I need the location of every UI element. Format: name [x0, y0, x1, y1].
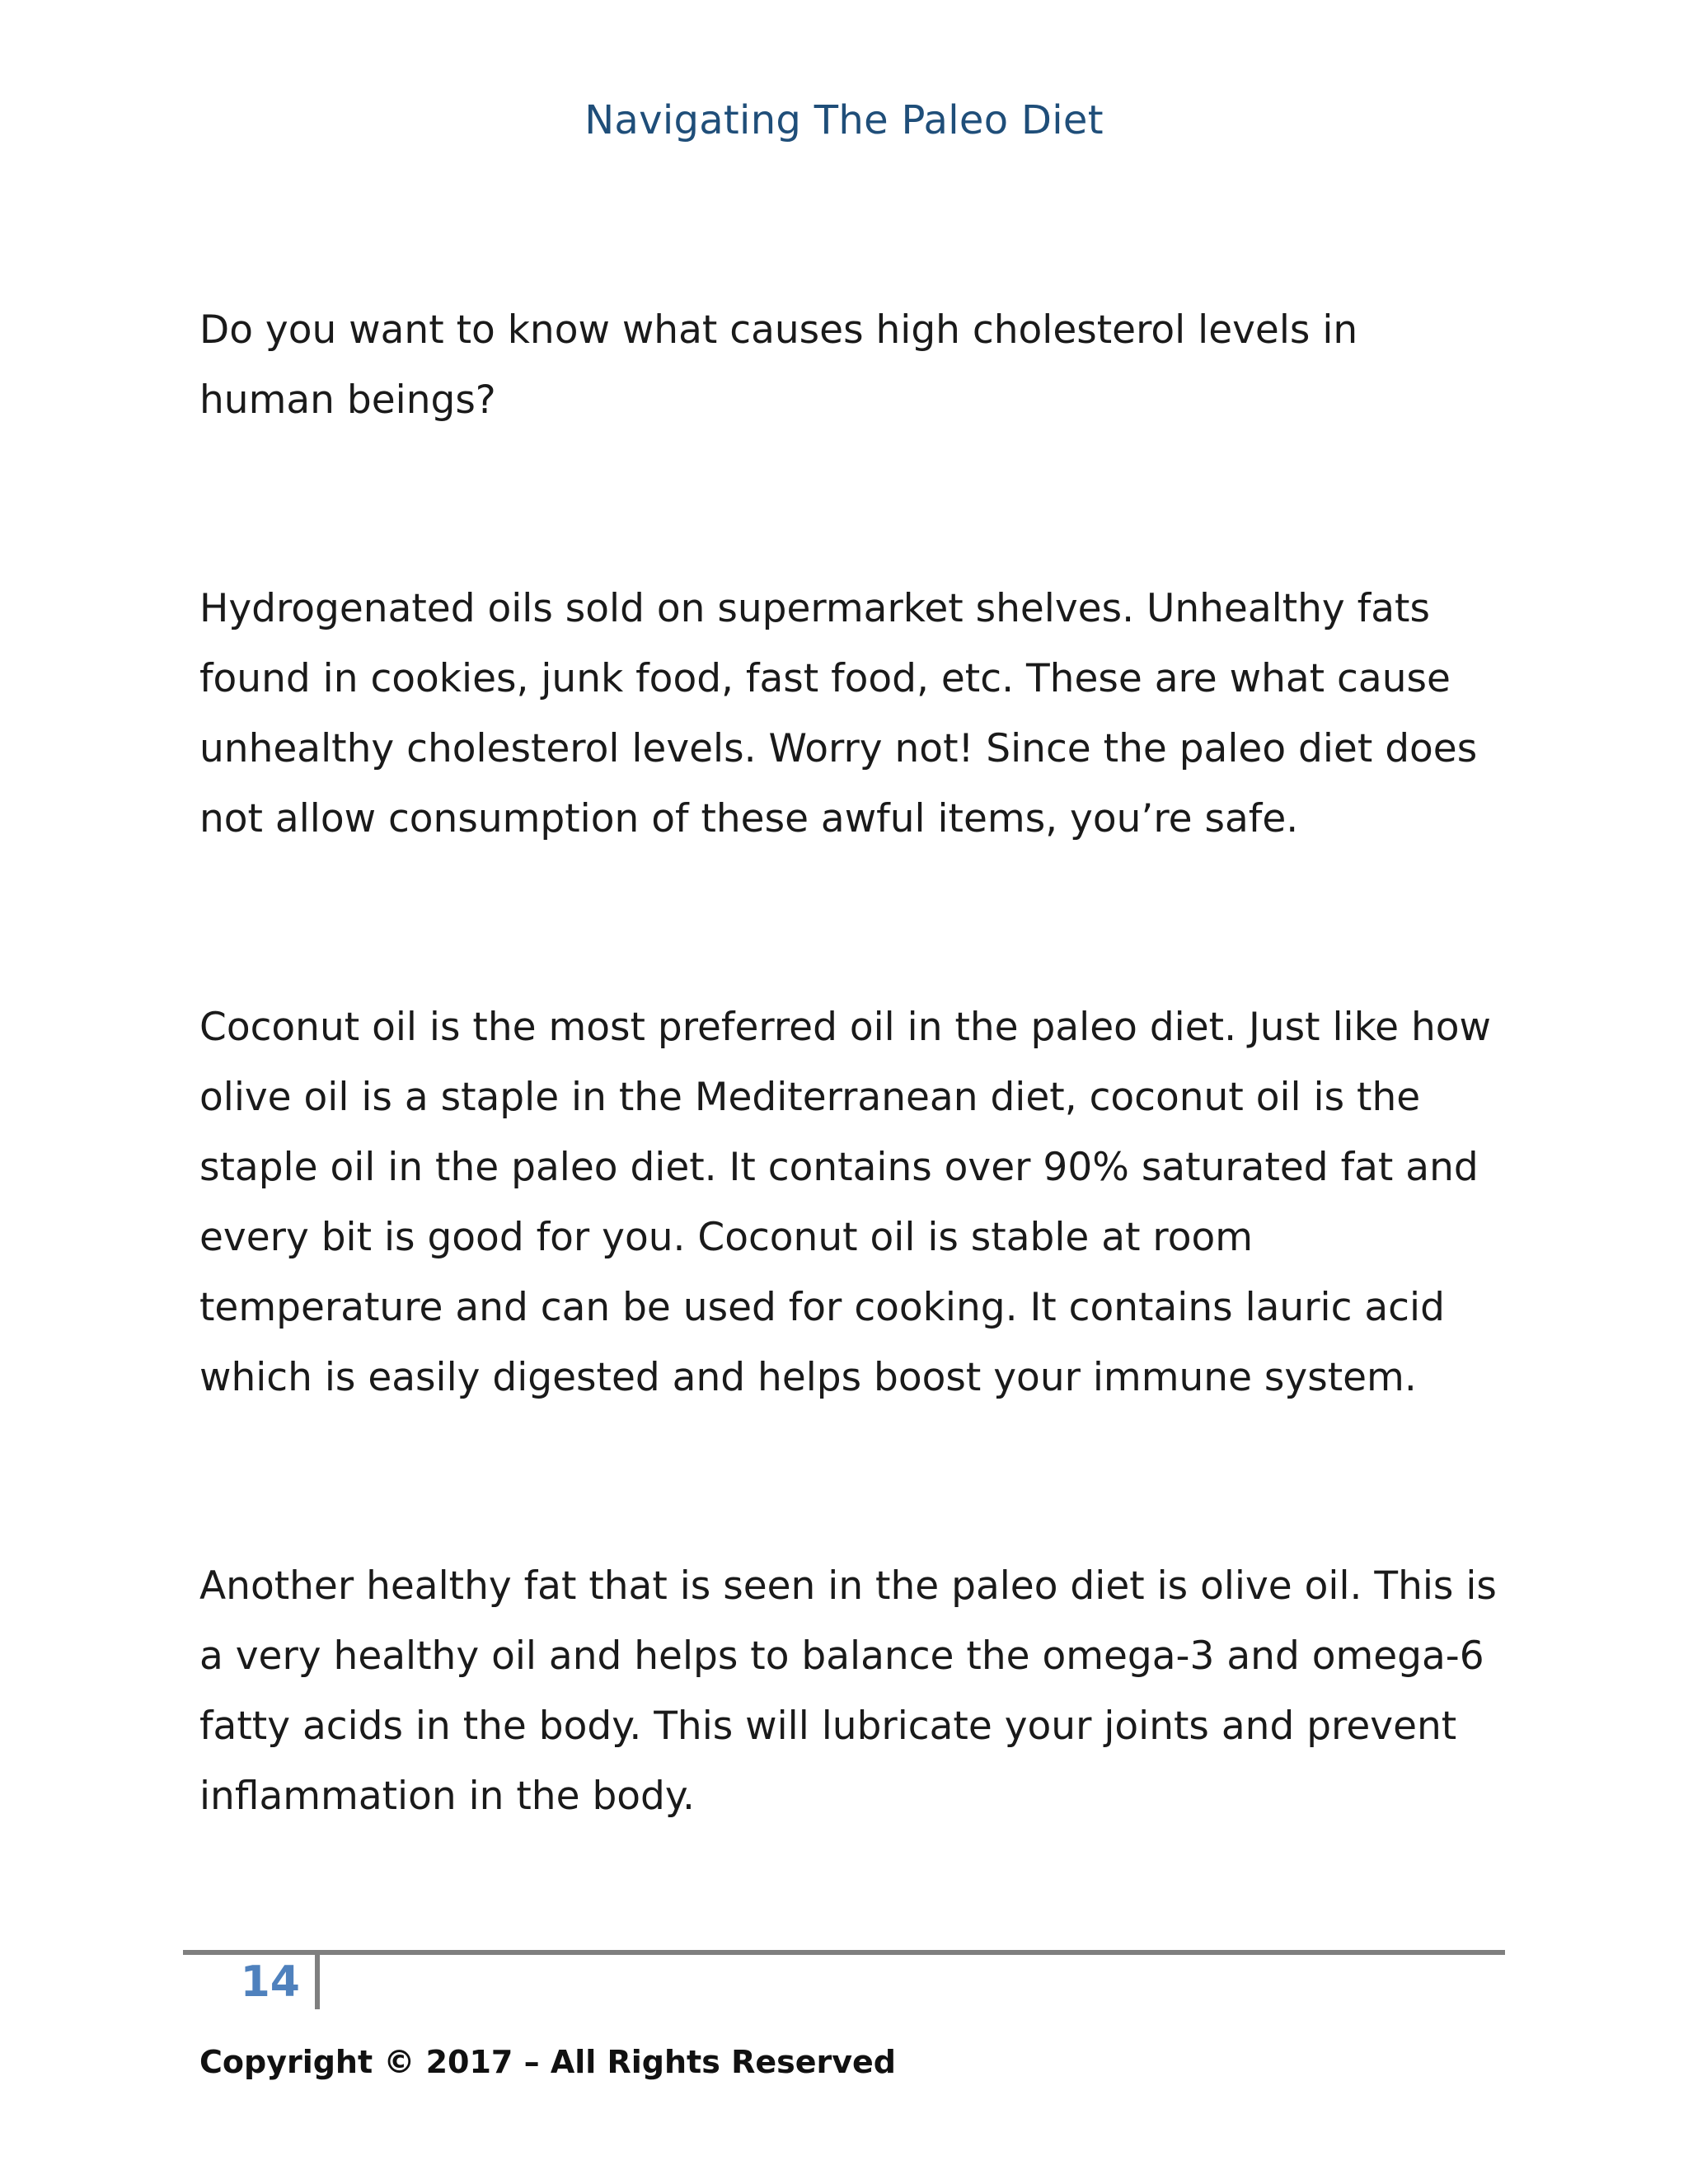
- page-number: 14: [240, 1957, 300, 2007]
- paragraph: Coconut oil is the most preferred oil in the paleo diet. Just like how olive oil is a staple in the Mediterranean diet, coconut oil is the staple oil in the paleo diet. It contains over 90% saturated fat and every bit is good for you. Coconut oil is stable at room temperature and can be used for cooking. It contains lauric acid which is easily digested and helps boost your immune system.: [199, 1005, 1491, 1400]
- footer-divider: [183, 1950, 1505, 1955]
- paragraph: Do you want to know what causes high cholesterol levels in human beings?: [199, 307, 1358, 423]
- page-body: [199, 295, 1502, 1831]
- running-header-title: Navigating The Paleo Diet: [584, 97, 1104, 143]
- copyright-notice: Copyright © 2017 – All Rights Reserved: [199, 2044, 896, 2080]
- paragraph: Another healthy fat that is seen in the paleo diet is olive oil. This is a very healthy oil and helps to balance the omega-3 and omega-6 fatty acids in the body. This will lubricate your joints and prevent inflammation in the body.: [199, 1563, 1497, 1819]
- page-number-box: [183, 1955, 320, 2009]
- paragraph: Hydrogenated oils sold on supermarket shelves. Unhealthy fats found in cookies, junk food, fast food, etc. These are what cause unhealthy cholesterol levels. Worry not! Since the paleo diet does not allow consumption of these awful items, you’re safe.: [199, 586, 1478, 841]
